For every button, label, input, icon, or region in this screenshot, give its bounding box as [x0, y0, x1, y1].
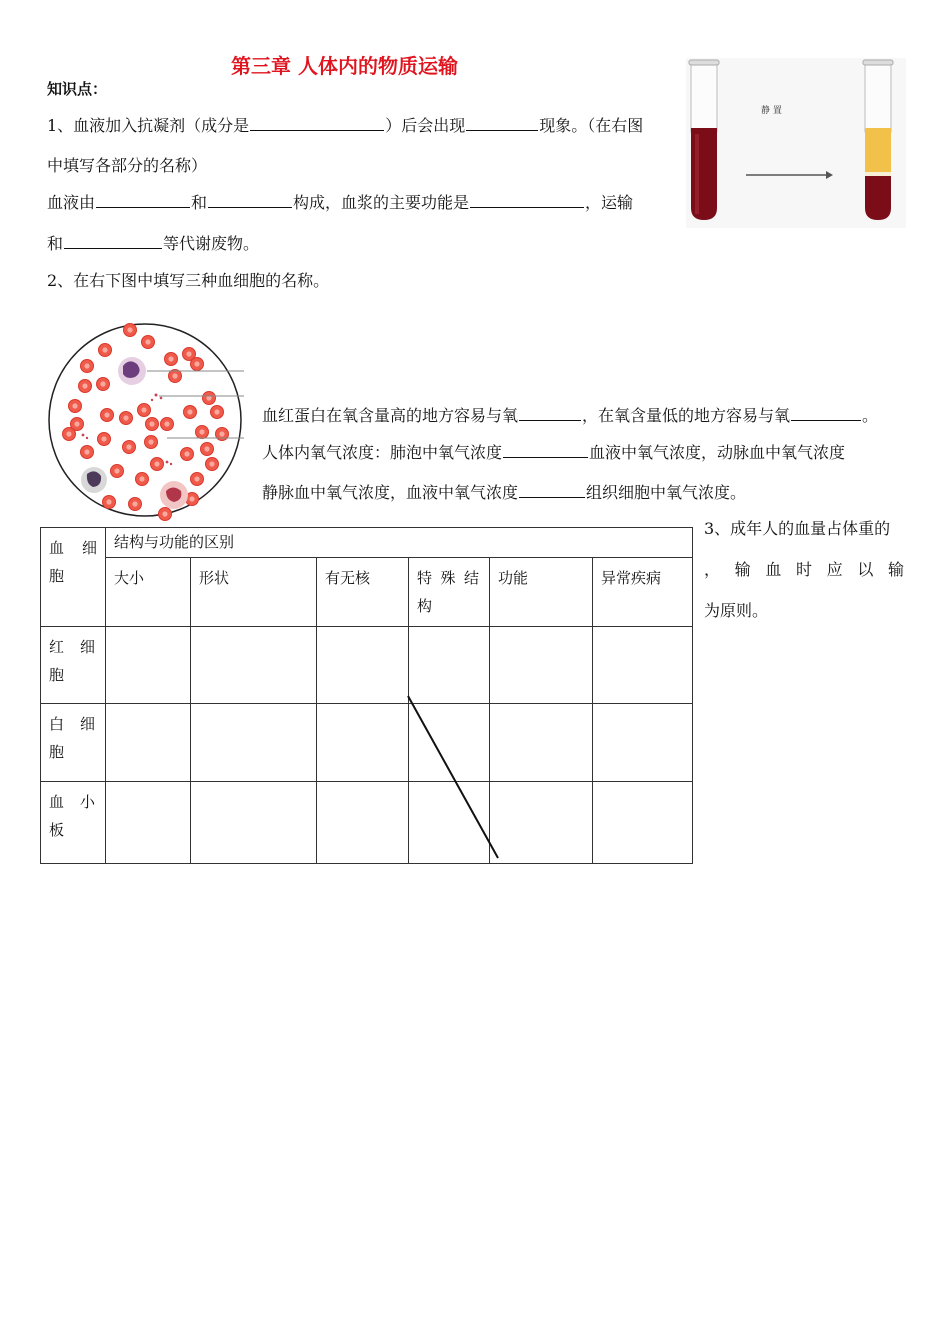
red-blood-cell-center — [72, 403, 77, 408]
column-header: 有无核 — [317, 558, 409, 627]
q1-line2: 中填写各部分的名称） — [47, 156, 208, 175]
buffy-coat-layer — [865, 172, 891, 176]
hb-l1-c: 。 — [862, 406, 879, 425]
hb-l3-a: 静脉血中氧气浓度，血液中氧气浓度 — [262, 483, 519, 502]
red-blood-cell-center — [189, 496, 194, 501]
red-blood-cell-center — [194, 361, 199, 366]
red-blood-cell-center — [106, 499, 111, 504]
group-header: 结构与功能的区别 — [106, 528, 693, 558]
red-blood-cell-center — [164, 421, 169, 426]
white-blood-cell-icon — [160, 481, 188, 509]
red-blood-cell-center — [172, 373, 177, 378]
blood-cell-figure — [47, 314, 247, 527]
table-cell[interactable] — [106, 704, 191, 782]
q1-text-c: 现象。（在右图 — [539, 116, 644, 135]
q1-l3-b: 和 — [191, 193, 208, 212]
blank-phenomenon[interactable] — [466, 129, 538, 131]
hb-l3-b: 组织细胞中氧气浓度。 — [586, 483, 747, 502]
hb-l2-b: 血液中氧气浓度，动脉血中氧气浓度 — [589, 443, 846, 462]
test-tube-figure — [686, 58, 906, 228]
table-cell[interactable] — [593, 627, 693, 704]
red-blood-cell-center — [114, 468, 119, 473]
column-header: 大小 — [106, 558, 191, 627]
settle-label: 静 置 — [761, 106, 782, 116]
table-cell[interactable] — [593, 782, 693, 864]
tube-right — [863, 60, 893, 220]
blank-anticoagulant[interactable] — [250, 129, 384, 131]
hemoglobin-line2 — [262, 440, 845, 463]
hb-l1-a: 血红蛋白在氧含量高的地方容易与氧 — [262, 406, 519, 425]
table-cell[interactable] — [317, 782, 409, 864]
table-cell[interactable] — [317, 627, 409, 704]
red-blood-cell-center — [162, 511, 167, 516]
red-blood-cell-center — [84, 449, 89, 454]
column-header: 功能 — [490, 558, 593, 627]
q2-text: 2、在右下图中填写三种血细胞的名称。 — [47, 271, 330, 290]
blood-cell-table — [40, 527, 693, 864]
red-blood-cell-center — [139, 476, 144, 481]
table-cell[interactable] — [593, 704, 693, 782]
corner-text: 血 细胞 — [49, 539, 97, 585]
blank-plasma-function[interactable] — [470, 206, 584, 208]
diagonal-strike-line — [400, 690, 510, 865]
red-blood-cell-center — [219, 431, 224, 436]
red-blood-cell-center — [145, 339, 150, 344]
red-blood-cell-center — [209, 461, 214, 466]
red-blood-cell-center — [66, 431, 71, 436]
red-blood-cell-center — [149, 421, 154, 426]
column-header-text: 特 殊 结构 — [417, 569, 479, 615]
red-blood-cell-center — [132, 501, 137, 506]
row-header — [41, 627, 106, 704]
red-blood-cell-center — [84, 363, 89, 368]
red-blood-cell-center — [123, 415, 128, 420]
q1-line4 — [47, 231, 259, 254]
row-header-text: 红 细胞 — [49, 638, 95, 684]
q1-l3-a: 血液由 — [47, 193, 96, 212]
q3-line2: ，输血时应以输 — [704, 560, 904, 579]
q1-l3-c: 构成，血浆的主要功能是 — [293, 193, 470, 212]
red-blood-cell-center — [102, 347, 107, 352]
red-blood-cell-center — [187, 409, 192, 414]
red-blood-cell-center — [186, 351, 191, 356]
white-blood-cell-icon — [81, 467, 107, 493]
q1-line1 — [47, 113, 643, 136]
blank-blood-part2[interactable] — [208, 206, 292, 208]
blank-alveoli-blood[interactable] — [503, 456, 588, 458]
table-cell[interactable] — [191, 627, 317, 704]
blank-blood-tissue[interactable] — [519, 496, 585, 498]
tube-left — [689, 60, 719, 220]
hb-l2-a: 人体内氧气浓度：肺泡中氧气浓度 — [262, 443, 503, 462]
red-blood-cell-center — [126, 444, 131, 449]
knowledge-heading: 知识点： — [47, 80, 108, 98]
red-blood-cell-center — [104, 412, 109, 417]
row-header — [41, 704, 106, 782]
blank-blood-part1[interactable] — [96, 206, 190, 208]
plasma-layer — [865, 128, 891, 174]
hemoglobin-line3 — [262, 480, 746, 503]
red-blood-cell-center — [141, 407, 146, 412]
red-blood-cell-center — [199, 429, 204, 434]
q1-line3 — [47, 190, 633, 213]
red-blood-cell-center — [82, 383, 87, 388]
red-blood-cell-center — [101, 436, 106, 441]
red-blood-cell-center — [100, 381, 105, 386]
q1-text-a: 1、血液加入抗凝剂（成分是 — [47, 116, 250, 135]
cell-layer — [865, 176, 891, 220]
hemoglobin-line1 — [262, 403, 878, 426]
q1-text-b: ）后会出现 — [385, 116, 466, 135]
red-blood-cell-center — [168, 356, 173, 361]
red-blood-cell-center — [154, 461, 159, 466]
red-blood-cell-center — [214, 409, 219, 414]
table-cell[interactable] — [317, 704, 409, 782]
q1-l3-d: ，运输 — [585, 193, 634, 212]
page-title: 第三章 人体内的物质运输 — [231, 54, 458, 78]
q1-l4-a: 和 — [47, 234, 64, 253]
white-blood-cell-icon — [118, 357, 146, 385]
red-blood-cell-center — [184, 451, 189, 456]
whole-blood — [691, 128, 717, 220]
table-corner — [41, 528, 106, 627]
row-header — [41, 782, 106, 864]
blank-waste[interactable] — [64, 247, 162, 249]
hb-l1-b: ，在氧含量低的地方容易与氧 — [582, 406, 791, 425]
red-blood-cell-center — [127, 327, 132, 332]
q1-l4-b: 等代谢废物。 — [163, 234, 260, 253]
column-header: 形状 — [191, 558, 317, 627]
column-header: 异常疾病 — [593, 558, 693, 627]
table-cell[interactable] — [106, 782, 191, 864]
red-blood-cell-center — [204, 446, 209, 451]
row-header-text: 血 小板 — [49, 793, 95, 839]
red-blood-cell-center — [194, 476, 199, 481]
table-cell[interactable] — [191, 782, 317, 864]
red-blood-cell-center — [74, 421, 79, 426]
row-header-text: 白 细胞 — [49, 715, 95, 761]
blank-hb-high[interactable] — [519, 419, 581, 421]
blank-hb-low[interactable] — [791, 419, 861, 421]
column-header — [409, 558, 490, 627]
q3-line3: 为原则。 — [704, 601, 769, 620]
red-blood-cell-center — [148, 439, 153, 444]
table-cell[interactable] — [191, 704, 317, 782]
q3-line1: 3、成年人的血量占体重的 — [704, 519, 891, 538]
table-cell[interactable] — [106, 627, 191, 704]
